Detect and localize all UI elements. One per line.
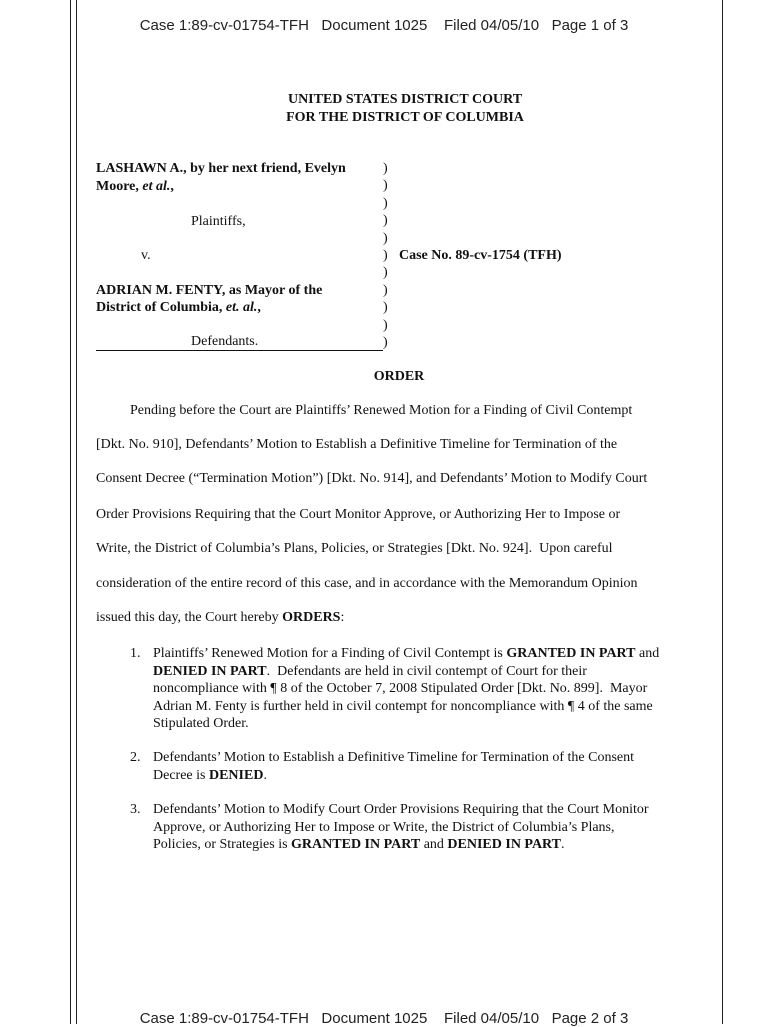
- item-text-span: and: [420, 837, 448, 852]
- item-number: 3.: [130, 802, 141, 817]
- plaintiff-et-al: et al.: [142, 179, 171, 194]
- order-body-line-4: Order Provisions Requiring that the Court Monitor Approve, or Authorizing Her to Impose or: [96, 507, 621, 522]
- item-text-span: . Defendants are held in civil contempt of Court for their: [266, 663, 587, 679]
- orders-word: ORDERS: [282, 610, 341, 625]
- order-title: ORDER: [373, 369, 425, 384]
- order-body-line-2: [Dkt. No. 910], Defendants’ Motion to Establish a Definitive Timeline for Termination of the: [96, 437, 618, 452]
- plaintiffs-label: Plaintiffs,: [191, 214, 246, 229]
- item-text-span: Plaintiffs’ Renewed Motion for a Finding of Civil Contempt is: [153, 646, 507, 661]
- defendant-name-line2: [96, 299, 261, 316]
- paren: ): [383, 248, 388, 264]
- granted-in-part: GRANTED IN PART: [506, 646, 636, 661]
- orders-colon: :: [340, 610, 345, 625]
- item-text-span: Policies, or Strategies is: [153, 837, 292, 852]
- defendant-name-text: District of Columbia,: [96, 300, 226, 315]
- item-text: [153, 801, 708, 854]
- paren: ): [383, 300, 388, 316]
- order-body-text: issued this day, the Court hereby: [96, 610, 283, 625]
- item-text: [153, 749, 708, 784]
- order-body-line-6: consideration of the entire record of this case, and in accordance with the Memorandum Opinion: [96, 576, 638, 591]
- granted-in-part: GRANTED IN PART: [291, 837, 421, 852]
- plaintiff-name-line1: LASHAWN A., by her next friend, Evelyn: [96, 161, 346, 176]
- defendants-label: Defendants.: [191, 334, 259, 349]
- denied-in-part: DENIED IN PART: [447, 837, 562, 852]
- filing-header-page-2: Case 1:89-cv-01754-TFH Document 1025 Filed 04/05/10 Page 2 of 3: [139, 1010, 629, 1027]
- paren: ): [383, 195, 388, 211]
- item-line: [153, 767, 708, 785]
- defendant-name-line1: ADRIAN M. FENTY, as Mayor of the: [96, 283, 323, 298]
- caption-underline: [96, 350, 383, 351]
- case-number: Case No. 89-cv-1754 (TFH): [399, 248, 562, 263]
- item-line: Adrian M. Fenty is further held in civil contempt for noncompliance with ¶ 4 of the same: [153, 698, 653, 714]
- denied: DENIED: [208, 767, 264, 783]
- page-right-border: [722, 0, 723, 1024]
- item-line: Approve, or Authorizing Her to Impose or Write, the District of Columbia’s Plans,: [153, 819, 615, 835]
- court-title-line1: UNITED STATES DISTRICT COURT: [287, 92, 523, 107]
- paren: ): [383, 230, 388, 246]
- item-number: 2.: [130, 750, 141, 765]
- item-line: noncompliance with ¶ 8 of the October 7, 2008 Stipulated Order [Dkt. No. 899]. Mayor: [153, 681, 648, 696]
- plaintiff-comma: ,: [170, 179, 174, 194]
- item-line: [153, 836, 708, 854]
- defendant-et-al: et. al.: [225, 300, 258, 315]
- order-body-line-3: Consent Decree (“Termination Motion”) [Dkt. No. 914], and Defendants’ Motion to Modify Court: [96, 471, 648, 486]
- plaintiff-name-text: Moore,: [96, 179, 143, 194]
- item-line: Defendants’ Motion to Modify Court Order Provisions Requiring that the Court Monitor: [153, 802, 649, 817]
- item-number: 1.: [130, 646, 141, 661]
- item-text: [153, 645, 708, 733]
- caption-parentheses: [383, 160, 388, 351]
- defendant-comma: ,: [257, 300, 261, 315]
- court-title-line2: FOR THE DISTRICT OF COLUMBIA: [286, 110, 524, 125]
- page-left-border-outer: [70, 0, 71, 1024]
- item-text-span: .: [263, 767, 267, 783]
- paren: ): [383, 317, 388, 333]
- paren: ): [383, 161, 388, 176]
- filing-header: Case 1:89-cv-01754-TFH Document 1025 Filed 04/05/10 Page 1 of 3: [139, 17, 629, 34]
- order-body-line-1: Pending before the Court are Plaintiffs’ Renewed Motion for a Finding of Civil Contempt: [130, 403, 633, 418]
- item-text-span: Decree is: [153, 767, 209, 783]
- paren: ): [383, 335, 388, 351]
- order-body-line-7: [96, 610, 344, 626]
- item-line: [153, 645, 708, 663]
- denied-in-part: DENIED IN PART: [153, 663, 267, 679]
- paren: ): [383, 178, 388, 194]
- item-line: Defendants’ Motion to Establish a Definitive Timeline for Termination of the Consent: [153, 750, 635, 765]
- order-body-line-5: Write, the District of Columbia’s Plans, Policies, or Strategies [Dkt. No. 924]. Upon careful: [96, 541, 613, 556]
- item-line: Stipulated Order.: [153, 716, 249, 731]
- item-text-span: .: [561, 837, 565, 852]
- paren: ): [383, 265, 388, 281]
- paren: ): [383, 213, 388, 229]
- item-line: [153, 663, 708, 681]
- plaintiff-name-line2: [96, 178, 174, 195]
- page-left-border-inner: [76, 0, 77, 1024]
- item-text-span: and: [635, 646, 660, 661]
- paren: ): [383, 282, 388, 298]
- versus-label: v.: [141, 248, 151, 263]
